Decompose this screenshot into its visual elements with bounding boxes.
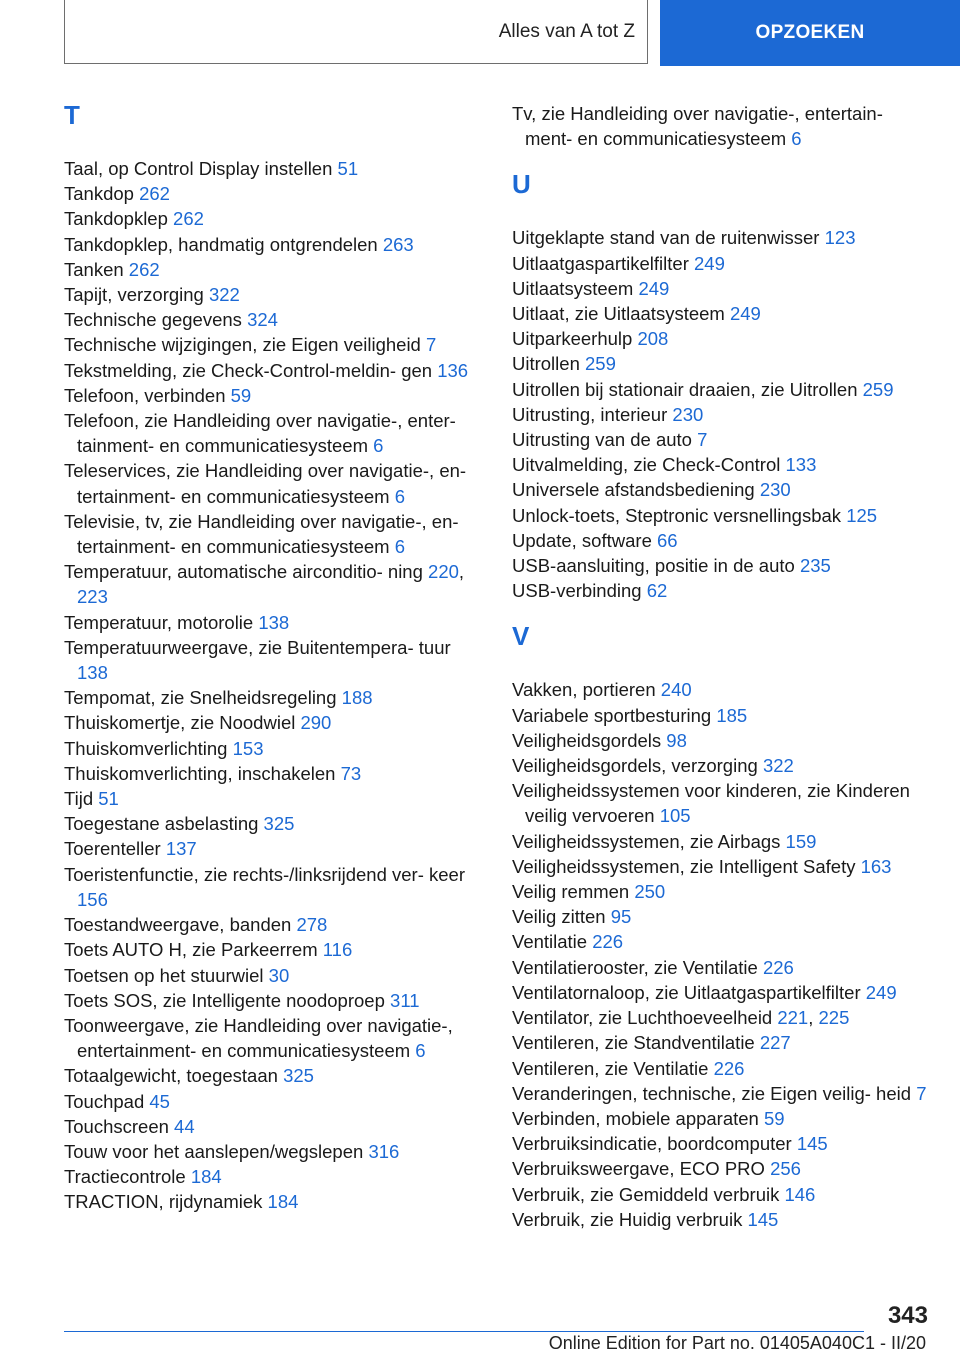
page-ref-link[interactable]: 116 xyxy=(322,939,353,961)
index-entry-text: Vakken, portieren xyxy=(512,679,661,701)
page-ref-link[interactable]: 66 xyxy=(657,529,678,551)
index-entry xyxy=(64,1089,484,1114)
page-ref-link[interactable]: 145 xyxy=(747,1208,779,1230)
index-entry-text: Tankdopklep, handmatig ontgrendelen xyxy=(64,233,383,255)
page-ref-link[interactable]: 188 xyxy=(341,687,373,709)
index-entry xyxy=(64,1013,484,1063)
index-entry xyxy=(64,232,484,257)
index-entry-text: Tijd xyxy=(64,788,99,810)
index-entry-text: Temperatuur, automatische airconditio‐ ning xyxy=(64,561,429,583)
index-entry-text: Veiligheidssystemen voor kinderen, zie Kinderen veilig vervoeren xyxy=(512,780,910,827)
page-ref-link[interactable]: 325 xyxy=(283,1065,314,1087)
index-entry-text: Tractiecontrole xyxy=(64,1166,191,1188)
page-ref-link[interactable]: 133 xyxy=(785,454,817,476)
page-ref-link[interactable]: 278 xyxy=(296,914,328,936)
index-entry xyxy=(512,753,932,778)
page-ref-link[interactable]: 249 xyxy=(865,981,897,1003)
index-entry-text: Veiligheidssystemen, zie Airbags xyxy=(512,830,786,852)
index-entry-text: TRACTION, rijdynamiek xyxy=(64,1191,268,1213)
index-entry xyxy=(64,181,484,206)
page-ref-link[interactable]: 98 xyxy=(666,729,687,751)
index-entry-text: Touchpad xyxy=(64,1090,150,1112)
index-entry xyxy=(512,1081,932,1106)
index-entry xyxy=(64,761,484,786)
index-entry xyxy=(64,811,484,836)
page-ref-link[interactable]: 235 xyxy=(799,555,831,577)
index-entry xyxy=(512,1056,932,1081)
index-entry xyxy=(512,402,932,427)
index-entry-text: Tapijt, verzorging xyxy=(64,284,209,306)
index-entry xyxy=(512,251,932,276)
index-entry xyxy=(64,610,484,635)
index-entry xyxy=(512,955,932,980)
index-entry-text: Toonweergave, zie Handleiding over navigatie-, entertainment- en communicatiesysteem xyxy=(64,1014,453,1062)
page-ref-link[interactable]: 262 xyxy=(173,208,204,230)
index-entry-text: Televisie, tv, zie Handleiding over navigatie-, en‐ tertainment- en communicatiesysteem xyxy=(64,510,459,558)
page-ref-link[interactable]: 136 xyxy=(437,359,469,381)
index-entry-text: Verbruik, zie Huidig verbruik xyxy=(512,1208,748,1230)
index-entry xyxy=(64,1189,484,1214)
page-ref-link[interactable]: 220 xyxy=(428,561,459,583)
index-entry-text: Touw voor het aanslepen/wegslepen xyxy=(64,1140,369,1162)
index-entry xyxy=(64,156,484,181)
index-entry-text: Temperatuurweergave, zie Buitentempera‐ tuur xyxy=(64,636,451,658)
page-ref-link[interactable]: 230 xyxy=(759,479,791,501)
page-ref-link[interactable]: 226 xyxy=(713,1057,745,1079)
index-entry xyxy=(64,257,484,282)
index-entry-text: Teleservices, zie Handleiding over navigatie-, en‐ tertainment- en communicatiesysteem xyxy=(64,460,467,507)
index-entry-text: Taal, op Control Display instellen xyxy=(64,158,338,179)
page-ref-link[interactable]: 30 xyxy=(268,964,290,986)
page-ref-link[interactable]: 163 xyxy=(860,855,892,877)
index-entry xyxy=(64,836,484,861)
heading-spacer xyxy=(512,199,932,225)
index-entry-text: Toegestane asbelasting xyxy=(64,813,264,835)
index-entry xyxy=(512,528,932,553)
index-entry xyxy=(64,937,484,962)
edition-note: Online Edition for Part no. 01405A040C1 - II/20 xyxy=(548,1333,926,1353)
index-entry xyxy=(512,1030,932,1055)
index-entry-text: Technische wijzigingen, zie Eigen veiligheid xyxy=(64,334,426,356)
index-entry xyxy=(64,282,484,307)
index-entry-text: Verbruik, zie Gemiddeld verbruik xyxy=(512,1183,785,1205)
index-entry-text: Veiligheidssystemen, zie Intelligent Safety xyxy=(512,855,861,877)
page-ref-link[interactable]: 159 xyxy=(785,830,817,852)
index-entry-text: Uitrusting, interieur xyxy=(512,403,673,425)
page-ref-link[interactable]: 73 xyxy=(340,762,362,784)
page-ref-link[interactable]: 240 xyxy=(660,679,692,701)
index-entry xyxy=(512,854,932,879)
index-entry-text: Tekstmelding, zie Check-Control-meldin‐ gen xyxy=(64,359,438,381)
page-ref-link[interactable]: 7 xyxy=(697,429,708,451)
index-entry xyxy=(512,452,932,477)
index-entry xyxy=(64,912,484,937)
index-entry-text: Ventilator, zie Luchthoeveelheid xyxy=(512,1007,778,1029)
index-entry xyxy=(64,559,484,609)
page-ref-link[interactable]: 221 xyxy=(777,1007,809,1029)
index-entry xyxy=(64,635,484,685)
index-entry xyxy=(64,332,484,357)
index-entry-text: Veiligheidsgordels, verzorging xyxy=(512,755,763,777)
index-entry xyxy=(64,988,484,1013)
page-ref-link[interactable]: 262 xyxy=(139,183,170,205)
page-ref-link[interactable]: 105 xyxy=(659,805,691,827)
index-entry-text: Tankdopklep xyxy=(64,208,174,230)
index-entry-text: Tempomat, zie Snelheidsregeling xyxy=(64,687,342,709)
index-entry xyxy=(64,358,484,383)
index-entry-text: Tanken xyxy=(64,258,129,280)
heading-spacer xyxy=(512,651,932,677)
index-entry-text: Temperatuur, motorolie xyxy=(64,611,259,633)
index-entry-text: Verbruiksindicatie, boordcomputer xyxy=(512,1133,797,1155)
page-ref-link[interactable]: 223 xyxy=(77,586,108,608)
page-ref-link[interactable]: 324 xyxy=(247,309,278,331)
page-ref-link[interactable]: 44 xyxy=(174,1115,195,1137)
index-entry-text: Thuiskomverlichting, inschakelen xyxy=(64,762,341,784)
footer-divider xyxy=(64,1331,864,1332)
page-ref-link[interactable]: 259 xyxy=(585,353,616,375)
index-entry xyxy=(512,326,932,351)
page-ref-link[interactable]: 7 xyxy=(426,334,437,356)
index-entry xyxy=(64,1164,484,1189)
page-ref-link[interactable]: 249 xyxy=(638,277,670,299)
index-entry-text: Toestandweergave, banden xyxy=(64,914,297,936)
index-entry xyxy=(512,677,932,702)
page-ref-link[interactable]: 51 xyxy=(98,788,119,810)
page-ref-link[interactable]: 6 xyxy=(373,435,384,457)
page-ref-link[interactable]: 325 xyxy=(263,813,295,835)
page-ref-link[interactable]: 259 xyxy=(862,378,894,400)
index-entry xyxy=(64,963,484,988)
page-ref-link[interactable]: 59 xyxy=(230,384,252,406)
index-entry-text: Verbruiksweergave, ECO PRO xyxy=(512,1158,771,1180)
section-spacer xyxy=(512,603,932,621)
page-ref-link[interactable]: 311 xyxy=(390,989,420,1011)
page-ref-link[interactable]: 6 xyxy=(791,128,802,150)
page-ref-link[interactable]: 226 xyxy=(592,931,624,953)
page-ref-link[interactable]: 316 xyxy=(368,1140,400,1162)
page-ref-link[interactable]: 45 xyxy=(149,1090,170,1112)
index-entry xyxy=(512,703,932,728)
index-entry xyxy=(64,685,484,710)
page-ref-link[interactable]: 138 xyxy=(258,611,290,633)
index-entry-text: Uitlaat, zie Uitlaatsysteem xyxy=(512,303,730,325)
index-entry xyxy=(512,1131,932,1156)
page-number: 343 xyxy=(887,1302,928,1329)
page-ref-link[interactable]: 6 xyxy=(394,485,406,507)
search-button[interactable]: OPZOEKEN xyxy=(660,0,960,66)
page-ref-link[interactable]: 262 xyxy=(128,258,160,280)
index-entry-text: Ventileren, zie Ventilatie xyxy=(512,1057,714,1079)
index-entry-text: Toets SOS, zie Intelligente noodoproep xyxy=(64,989,391,1011)
index-entry-text: Telefoon, verbinden xyxy=(64,384,231,406)
index-entry xyxy=(512,578,932,603)
index-entry-text: Uitvalmelding, zie Check-Control xyxy=(512,454,786,476)
index-entry-text: Toeristenfunctie, zie rechts-/linksrijdend ver‐ keer xyxy=(64,863,465,885)
page-ref-link[interactable]: 249 xyxy=(729,303,761,325)
index-entry xyxy=(64,736,484,761)
index-entry-text: Ventilatie xyxy=(512,931,593,953)
page-ref-link[interactable]: 51 xyxy=(337,158,359,179)
page-ref-link[interactable]: 156 xyxy=(77,888,108,910)
page-ref-link[interactable]: 322 xyxy=(762,755,794,777)
index-entry xyxy=(512,377,932,402)
index-entry xyxy=(512,929,932,954)
index-entry xyxy=(64,509,484,559)
page-ref-link[interactable]: 322 xyxy=(208,284,240,306)
page-ref-link[interactable]: 125 xyxy=(846,504,878,526)
index-entry-text: Uitlaatgaspartikelfilter xyxy=(512,252,694,274)
index-entry-text: Unlock-toets, Steptronic versnellingsbak xyxy=(512,504,847,526)
index-entry-text: Thuiskomertje, zie Noodwiel xyxy=(64,712,301,734)
index-entry-text: Uitparkeerhulp xyxy=(512,328,638,350)
index-entry xyxy=(512,301,932,326)
index-entry xyxy=(512,829,932,854)
index-letter-heading: T xyxy=(64,100,80,130)
index-entry-text: Variabele sportbesturing xyxy=(512,704,717,726)
index-entry xyxy=(512,728,932,753)
index-entry-text: Universele afstandsbediening xyxy=(512,479,760,501)
page-ref-link[interactable]: 62 xyxy=(646,580,668,602)
index-entry xyxy=(512,1207,932,1232)
index-entry xyxy=(512,1182,932,1207)
index-entry-text: Telefoon, zie Handleiding over navigatie-, enter‐ tainment- en communicatiesysteem xyxy=(64,410,456,457)
index-entry-text: Uitgeklapte stand van de ruitenwisser xyxy=(512,227,825,249)
page-ref-link[interactable]: 138 xyxy=(77,662,108,684)
section-title: Alles van A tot Z xyxy=(498,21,635,42)
index-letter-heading: U xyxy=(512,169,531,200)
index-entry-text: Veiligheidsgordels xyxy=(512,729,667,751)
index-entry xyxy=(64,206,484,231)
page-ref-link[interactable]: 249 xyxy=(694,252,725,274)
index-entry-text: Technische gegevens xyxy=(64,309,248,331)
index-entry xyxy=(512,778,932,828)
page-ref-link[interactable]: 226 xyxy=(762,956,794,978)
index-letter-heading: V xyxy=(512,621,530,652)
index-entry xyxy=(64,1063,484,1088)
page-ref-link[interactable]: 263 xyxy=(382,233,414,255)
index-entry xyxy=(64,1139,484,1164)
page-ref-link[interactable]: 7 xyxy=(916,1082,927,1104)
index-entry xyxy=(512,276,932,301)
page-ref-link[interactable]: 290 xyxy=(300,712,332,734)
index-entry xyxy=(64,307,484,332)
index-entry xyxy=(64,786,484,811)
page-ref-link[interactable]: 184 xyxy=(267,1191,299,1213)
index-entry xyxy=(512,101,932,151)
index-entry-text: Veilig remmen xyxy=(512,881,635,903)
page-ref-link[interactable]: 184 xyxy=(190,1166,222,1188)
page-ref-link[interactable]: 256 xyxy=(770,1158,801,1180)
index-entry-text: Uitrollen xyxy=(512,353,585,375)
index-entry-text: Uitrollen bij stationair draaien, zie Uitrollen xyxy=(512,378,863,400)
page-ref-link[interactable]: 185 xyxy=(716,704,748,726)
page-ref-link[interactable]: 145 xyxy=(796,1133,828,1155)
page-ref-link[interactable]: 227 xyxy=(759,1032,791,1054)
index-entry-text: Uitrusting van de auto xyxy=(512,429,698,451)
heading-spacer xyxy=(64,130,484,156)
index-entry xyxy=(512,477,932,502)
index-entry-text: Ventilatornaloop, zie Uitlaatgaspartikelfilter xyxy=(512,981,866,1003)
index-entry xyxy=(512,225,932,250)
index-entry xyxy=(512,980,932,1005)
index-entry xyxy=(512,1005,932,1030)
ref-separator: , xyxy=(808,1007,819,1029)
page-ref-link[interactable]: 6 xyxy=(394,536,406,558)
index-entry-text: Toerenteller xyxy=(64,838,166,860)
index-column-left xyxy=(64,100,484,1215)
index-entry-text: USB-aansluiting, positie in de auto xyxy=(512,555,800,577)
index-entry-text: Thuiskomverlichting xyxy=(64,737,233,759)
page-ref-link[interactable]: 137 xyxy=(165,838,197,860)
page-ref-link[interactable]: 123 xyxy=(824,227,856,249)
page-ref-link[interactable]: 153 xyxy=(232,737,264,759)
index-entry-text: Tv, zie Handleiding over navigatie-, entertain‐ ment- en communicatiesysteem xyxy=(512,103,883,150)
page-ref-link[interactable]: 230 xyxy=(672,403,704,425)
index-entry xyxy=(512,879,932,904)
ref-separator: , xyxy=(458,561,465,583)
index-entry-text: Update, software xyxy=(512,529,657,551)
section-spacer xyxy=(512,151,932,169)
index-entry xyxy=(64,458,484,508)
index-entry-text: Veilig zitten xyxy=(512,906,611,928)
index-entry xyxy=(512,1156,932,1181)
index-entry xyxy=(64,1114,484,1139)
page-ref-link[interactable]: 208 xyxy=(637,328,669,350)
index-entry xyxy=(64,408,484,458)
index-entry xyxy=(512,904,932,929)
index-entry-text: Uitlaatsysteem xyxy=(512,277,639,299)
page-ref-link[interactable]: 95 xyxy=(610,906,632,928)
index-entry-text: Tankdop xyxy=(64,183,140,205)
index-entry-text: USB-verbinding xyxy=(512,580,647,602)
index-entry xyxy=(512,553,932,578)
index-entry-text: Toetsen op het stuurwiel xyxy=(64,964,269,986)
index-entry-text: Ventilatierooster, zie Ventilatie xyxy=(512,956,763,978)
index-entry xyxy=(512,427,932,452)
index-entry xyxy=(64,383,484,408)
index-entry-text: Veranderingen, technische, zie Eigen veilig‐ heid xyxy=(512,1082,917,1104)
page-ref-link[interactable]: 250 xyxy=(634,881,666,903)
index-entry xyxy=(512,503,932,528)
index-entry-text: Ventileren, zie Standventilatie xyxy=(512,1032,760,1054)
index-entry xyxy=(64,710,484,735)
index-entry xyxy=(512,1106,932,1131)
page-ref-link[interactable]: 146 xyxy=(784,1183,816,1205)
page-ref-link[interactable]: 59 xyxy=(764,1107,785,1129)
page-ref-link[interactable]: 6 xyxy=(415,1040,426,1062)
index-entry-text: Verbinden, mobiele apparaten xyxy=(512,1107,764,1129)
index-column-right xyxy=(512,101,932,1232)
index-entry xyxy=(64,862,484,912)
index-entry-text: Toets AUTO H, zie Parkeerrem xyxy=(64,939,323,961)
index-entry-text: Touchscreen xyxy=(64,1115,175,1137)
index-entry-text: Totaalgewicht, toegestaan xyxy=(64,1065,284,1087)
index-entry xyxy=(512,351,932,376)
page-ref-link[interactable]: 225 xyxy=(818,1007,850,1029)
